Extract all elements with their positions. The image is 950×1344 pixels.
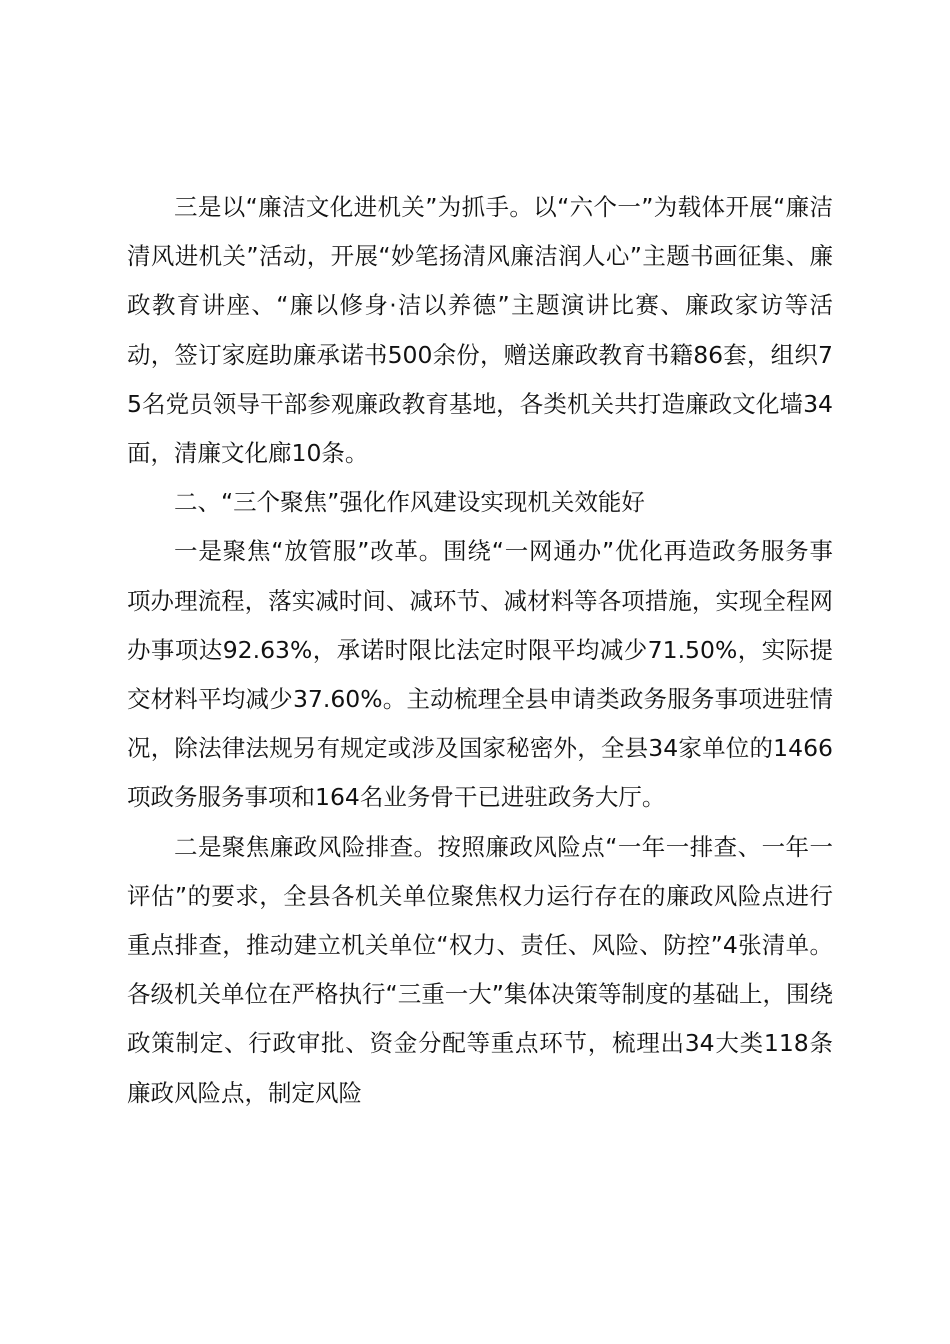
paragraph-anti-corruption-culture: 三是以“廉洁文化进机关”为抓手。以“六个一”为载体开展“廉洁清风进机关”活动，开展“妙笔扬清风廉洁润人心”主题书画征集、廉政教育讲座、“廉以修身·洁以养德”主题演讲比赛、廉政家访等活动，签订家庭助廉承诺书500余份，赠送廉政教育书籍86套，组织75名党员领导干部参观廉政教育基地，各类机关共打造廉政文化墙34面，清廉文化廊10条。 [127,193,833,468]
paragraph-service-reform: 一是聚焦“放管服”改革。围绕“一网通办”优化再造政务服务事项办理流程，落实减时间、减环节、减材料等各项措施，实现全程网办事项达92.63%，承诺时限比法定时限平均减少71.50%，实际提交材料平均减少37.60%。主动梳理全县申请类政务服务事项进驻情况，除法律法规另有规定或涉及国家秘密外，全县34家单位的1466项政务服务事项和164名业务骨干已进驻政务大厅。 [127,537,833,812]
document-body [127,183,833,1118]
paragraph-risk-screening: 二是聚焦廉政风险排查。按照廉政风险点“一年一排查、一年一评估”的要求，全县各机关单位聚焦权力运行存在的廉政风险点进行重点排查，推动建立机关单位“权力、责任、风险、防控”4张清单。各级机关单位在严格执行“三重一大”集体决策等制度的基础上，围绕政策制定、行政审批、资金分配等重点环节，梳理出34大类118条廉政风险点，制定风险 [127,832,833,1107]
section-heading-two: 二、“三个聚焦”强化作风建设实现机关效能好 [174,488,645,517]
